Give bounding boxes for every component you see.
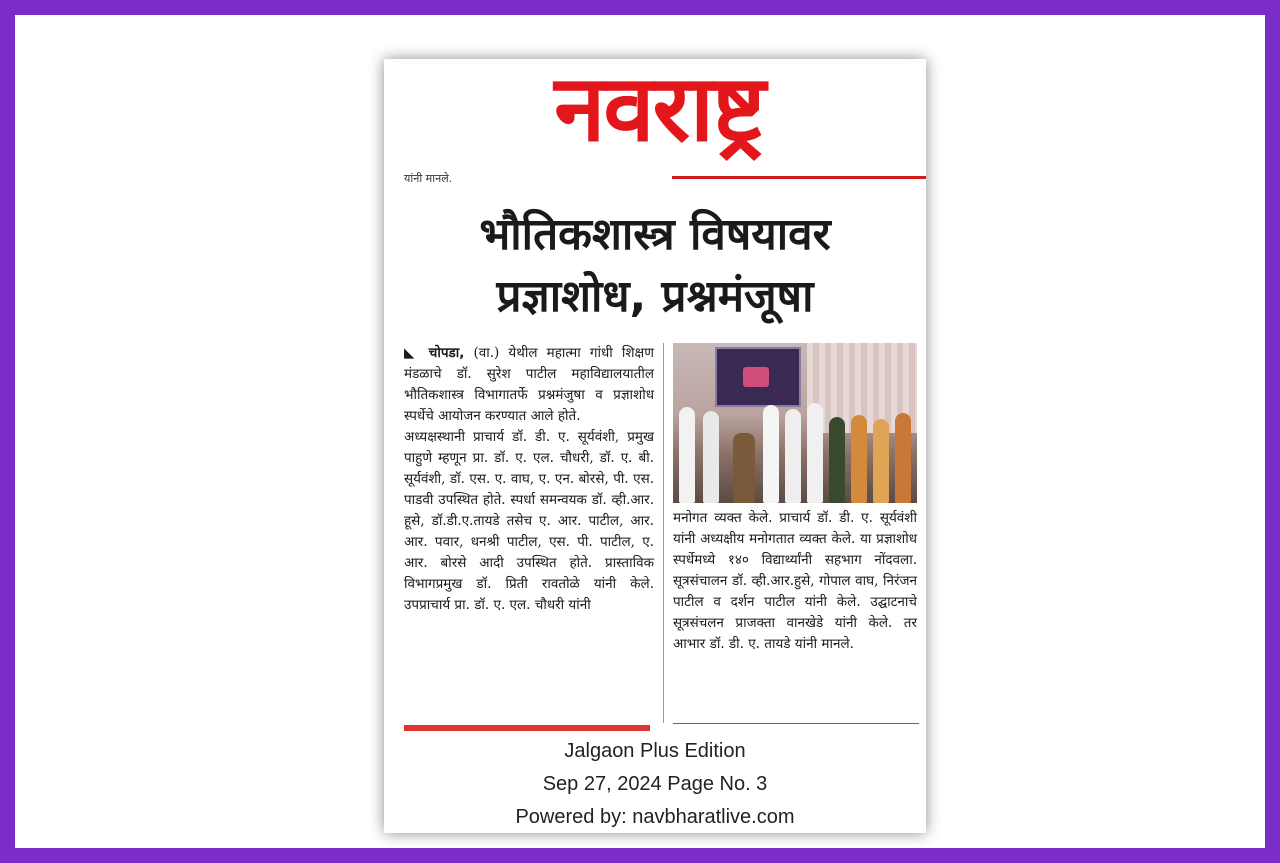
- article-paragraph: [404, 343, 654, 427]
- photo-person: [785, 409, 801, 503]
- article-paragraph: अध्यक्षस्थानी प्राचार्य डॉ. डी. ए. सूर्यवंशी, प्रमुख पाहुणे म्हणून प्रा. डॉ. ए. एल. चौधरी, डॉ. ए. बी. सूर्यवंशी, डॉ. एस. ए. वाघ, ए. एन. बोरसे, पी. एस. पाडवी उपस्थित होते. स्पर्धा समन्वयक डॉ. व्ही.आर. हूसे, डॉ.डी.ए.तायडे तसेच ए. आर. पाटील, आर. आर. पवार, धनश्री पाटील, एस. पी. पाटील, ए. आर. बोरसे आदी उपस्थित होते. प्रास्ताविक विभागप्रमुख डॉ. प्रिती रावतोळे यांनी केले. उपप्राचार्य प्रा. डॉ. ए. एल. चौधरी यांनी: [404, 429, 654, 613]
- column-divider: [663, 343, 664, 723]
- powered-by: Powered by: navbharatlive.com: [515, 806, 795, 828]
- photo-person: [733, 433, 755, 503]
- photo-person: [763, 405, 779, 503]
- column-rule: [673, 723, 919, 724]
- newspaper-clipping: [384, 59, 926, 833]
- newspaper-masthead: नवराष्ट्र: [554, 59, 764, 162]
- article-paragraph: मनोगत व्यक्त केले. प्राचार्य डॉ. डी. ए. सूर्यवंशी यांनी अध्यक्षीय मनोगतात व्यक्त केले. या प्रज्ञाशोध स्पर्धेमध्ये १४० विद्यार्थ्यांनी सहभाग नोंदवला. सूत्रसंचालन डॉ. व्ही.आर.हुसे, गोपाल वाघ, निरंजन पाटील व दर्शन पाटील यांनी केले. उद्घाटनाचे सूत्रसंचलन प्राजक्ता वानखेडे यांनी केले. तर आभार डॉ. डी. ए. तायडे यांनी मानले.: [673, 510, 917, 652]
- cut-off-text: यांनी मानले.: [404, 172, 453, 185]
- headline-line-1: भौतिकशास्त्र विषयावर: [479, 209, 831, 260]
- photo-person: [703, 411, 719, 503]
- dateline: चोपडा,: [428, 345, 465, 361]
- photo-person: [679, 407, 695, 503]
- photo-person: [873, 419, 889, 503]
- photo-person: [807, 403, 823, 503]
- masthead-rule: [672, 176, 926, 179]
- photo-projection-screen: [715, 347, 801, 407]
- photo-person: [895, 413, 911, 503]
- event-photo: [673, 343, 917, 503]
- headline-line-2: प्रज्ञाशोध, प्रश्नमंजूषा: [496, 271, 814, 322]
- article-headline: [384, 204, 926, 328]
- article-left-column: [404, 343, 654, 616]
- photo-person: [829, 417, 845, 503]
- article-right-column: [673, 508, 917, 655]
- next-article-strip: [404, 725, 650, 731]
- edition-date-page: Sep 27, 2024 Page No. 3: [542, 773, 768, 795]
- dateline-marker: ◣: [404, 345, 429, 361]
- edition-name: Jalgaon Plus Edition: [564, 740, 746, 762]
- paragraph-text: (वा.) येथील महात्मा गांधी शिक्षण मंडळाचे डॉ. सुरेश पाटील महाविद्यालयातील भौतिकशास्त्र विभागातर्फे प्रश्नमंजुषा व प्रज्ञाशोध स्पर्धेचे आयोजन करण्यात आले होते.: [404, 345, 654, 424]
- image-frame: [15, 15, 1265, 848]
- photo-person: [851, 415, 867, 503]
- edition-footer: [384, 735, 926, 833]
